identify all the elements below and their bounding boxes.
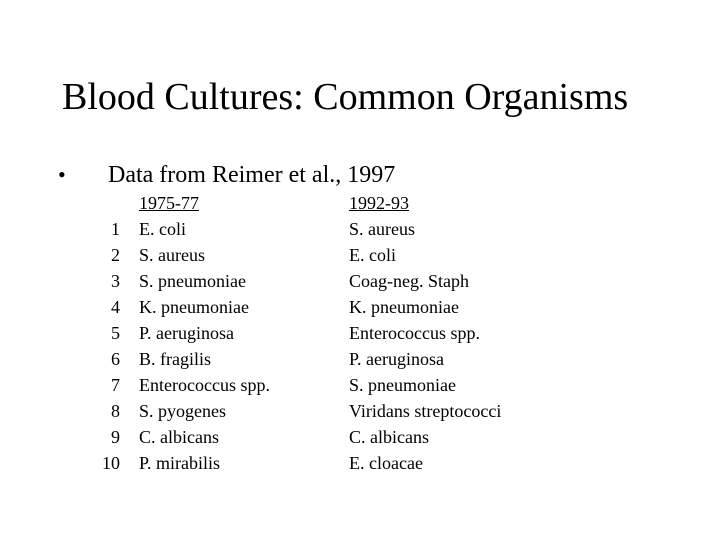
table-row xyxy=(0,268,720,294)
period-b-cell: S. aureus xyxy=(349,219,415,239)
period-b-cell: E. coli xyxy=(349,245,396,265)
period-a-cell: P. mirabilis xyxy=(139,453,221,473)
slide-title: Blood Cultures: Common Organisms xyxy=(62,76,629,118)
period-a-cell: B. fragilis xyxy=(139,349,211,369)
period-b-cell: K. pneumoniae xyxy=(349,297,459,317)
table-row xyxy=(0,372,720,398)
period-b-cell: E. cloacae xyxy=(349,453,423,473)
rank-cell: 10 xyxy=(102,453,120,473)
period-a-cell: C. albicans xyxy=(139,427,219,447)
rank-cell: 3 xyxy=(111,271,120,291)
period-a-cell: E. coli xyxy=(139,219,186,239)
organism-table xyxy=(0,190,720,476)
table-row xyxy=(0,242,720,268)
rank-cell: 6 xyxy=(111,349,120,369)
table-row xyxy=(0,216,720,242)
table-header-row xyxy=(0,190,720,216)
table-row xyxy=(0,450,720,476)
period-a-cell: S. aureus xyxy=(139,245,205,265)
period-a-cell: Enterococcus spp. xyxy=(139,375,270,395)
rank-cell: 9 xyxy=(111,427,120,447)
period-b-cell: Coag-neg. Staph xyxy=(349,271,469,291)
rank-cell: 2 xyxy=(111,245,120,265)
table-row xyxy=(0,294,720,320)
table-row xyxy=(0,424,720,450)
table-row xyxy=(0,398,720,424)
rank-cell: 1 xyxy=(111,219,120,239)
period-a-cell: P. aeruginosa xyxy=(139,323,234,343)
period-a-cell: S. pneumoniae xyxy=(139,271,246,291)
period-b-cell: P. aeruginosa xyxy=(349,349,444,369)
period-b-cell: C. albicans xyxy=(349,427,429,447)
period-a-cell: K. pneumoniae xyxy=(139,297,249,317)
period-a-cell: S. pyogenes xyxy=(139,401,226,421)
header-period-a: 1975-77 xyxy=(139,193,199,213)
bullet-marker: • xyxy=(58,162,66,187)
period-b-cell: Viridans streptococci xyxy=(349,401,502,421)
rank-cell: 5 xyxy=(111,323,120,343)
header-period-b: 1992-93 xyxy=(349,193,409,213)
rank-cell: 7 xyxy=(111,375,120,395)
rank-cell: 4 xyxy=(111,297,120,317)
rank-cell: 8 xyxy=(111,401,120,421)
period-b-cell: S. pneumoniae xyxy=(349,375,456,395)
bullet-text: Data from Reimer et al., 1997 xyxy=(108,162,396,188)
table-row xyxy=(0,320,720,346)
table-row xyxy=(0,346,720,372)
period-b-cell: Enterococcus spp. xyxy=(349,323,480,343)
